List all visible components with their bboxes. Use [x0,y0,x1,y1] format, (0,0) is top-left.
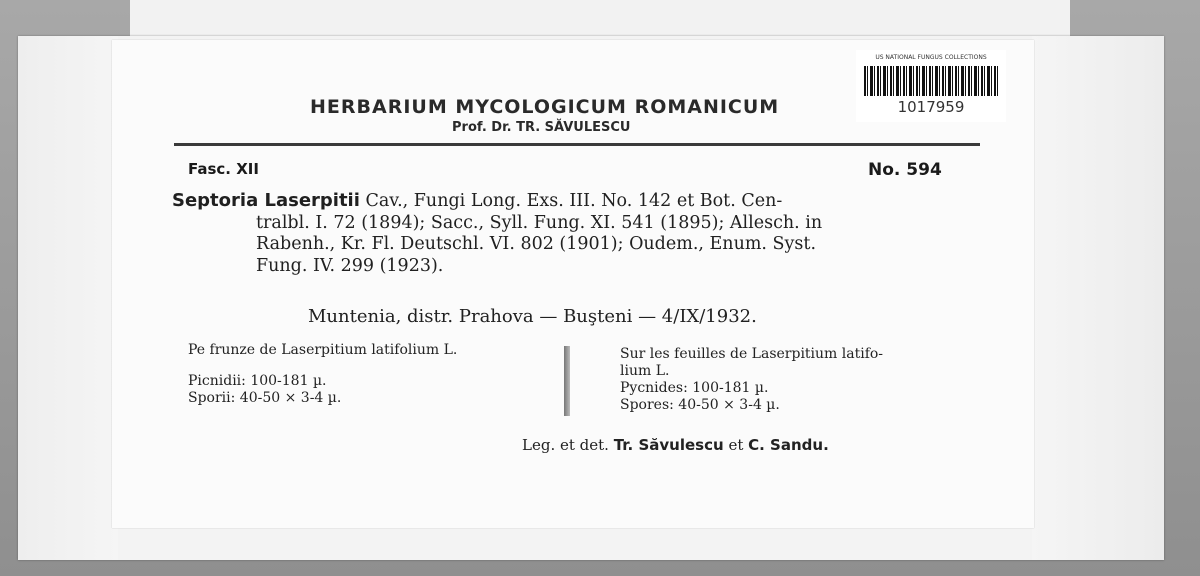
barcode-caption: US NATIONAL FUNGUS COLLECTIONS [875,54,987,61]
header-rule [174,143,980,146]
pycnidia-ro: Picnidii: 100-181 µ. [188,373,327,389]
exsiccata-number: No. 594 [868,160,942,180]
pycnidia-fr: Pycnides: 100-181 µ. [620,380,769,396]
envelope-flap-right [1032,36,1164,560]
barcode-bars [864,66,1000,96]
citation-text-1: Cav., Fungi Long. Exs. III. No. 142 et Bot. Cen- [359,191,783,211]
species-name: Septoria Laserpitii [172,190,360,211]
herbarium-sheet [130,0,1070,40]
citation-line-3: Rabenh., Kr. Fl. Deutschl. VI. 802 (1901); Oudem., Enum. Syst. [256,234,817,254]
herbarium-title: HERBARIUM MYCOLOGICUM ROMANICUM [310,96,780,118]
host-fr-line-2: lium L. [620,363,670,379]
locality: Muntenia, distr. Prahova — Buşteni — 4/IX/1932. [308,306,757,327]
barcode-number: 1017959 [897,98,965,116]
romanian-description [188,342,558,407]
species-citation [172,190,988,277]
fascicle-label: Fasc. XII [188,160,259,178]
host-fr-line-1: Sur les feuilles de Laserpitium latifo- [620,346,884,362]
citation-line-1 [172,190,988,213]
collector-2: C. Sandu. [748,436,829,454]
french-description [620,346,990,414]
collector-1: Tr. Săvulescu [613,436,724,454]
host-ro: Pe frunze de Laserpitium latifolium L. [188,342,458,358]
column-divider [564,346,570,416]
legend-prefix: Leg. et det. [522,436,614,454]
spores-fr: Spores: 40-50 × 3-4 µ. [620,397,780,413]
barcode-sticker [856,50,1006,122]
envelope-flap-left [18,36,118,560]
herbarium-subtitle: Prof. Dr. TR. SĂVULESCU [452,120,631,135]
spores-ro: Sporii: 40-50 × 3-4 µ. [188,390,342,406]
citation-line-2: tralbl. I. 72 (1894); Sacc., Syll. Fung. XI. 541 (1895); Allesch. in [256,212,823,233]
legend-conj: et [723,436,749,454]
citation-line-4: Fung. IV. 299 (1923). [256,255,444,276]
collectors-line [522,436,829,454]
